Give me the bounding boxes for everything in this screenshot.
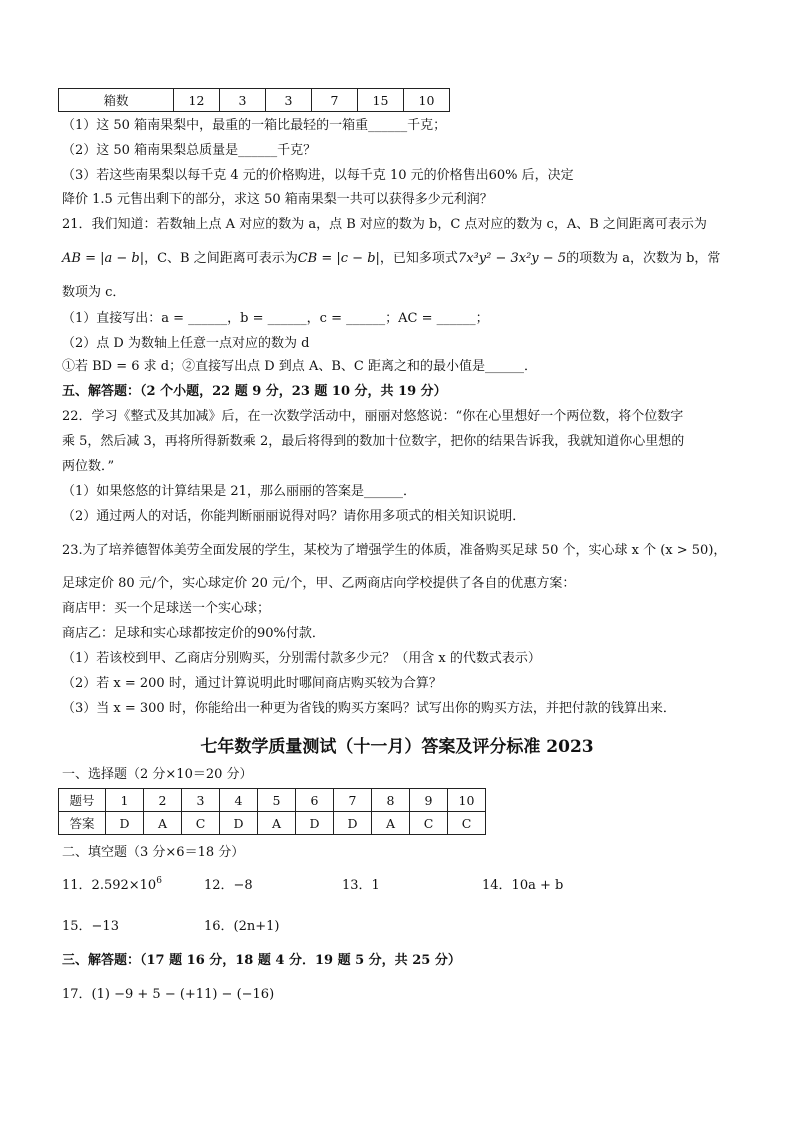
box-count-cell: 7 <box>312 89 358 112</box>
q22-line2: 乘 5，然后减 3，再将所得新数乘 2，最后将得到的数加十位数字，把你的结果告诉我，我就知道你心里想的 <box>62 434 685 449</box>
question-number-cell: 4 <box>220 789 258 812</box>
q21-line3: 数项为 c． <box>62 285 126 300</box>
answer-11-exponent: 6 <box>156 876 162 886</box>
question-number-cell: 2 <box>144 789 182 812</box>
q23-line2: 足球定价 80 元/个，实心球定价 20 元/个，甲、乙两商店向学校提供了各自的优惠方案： <box>62 576 576 591</box>
q20-part3-line1: （3）若这些南果梨以每千克 4 元的价格购进，以每千克 10 元的价格售出60% 后，决定 <box>62 168 574 183</box>
q20-part3-line2: 降价 1.5 元售出剩下的部分，求这 50 箱南果梨一共可以获得多少元利润？ <box>62 192 493 207</box>
q20-part1: （1）这 50 箱南果梨中，最重的一箱比最轻的一箱重______千克； <box>62 118 447 133</box>
q21-part3: ①若 BD = 6 求 d；②直接写出点 D 到点 A、B、C 距离之和的最小值是______． <box>62 359 537 374</box>
answer-16: 16．(2n+1) <box>204 919 280 934</box>
section1-heading: 一、选择题（2 分×10＝20 分） <box>62 767 253 782</box>
answer-cell: D <box>106 812 144 835</box>
q23-store-a: 商店甲：买一个足球送一个实心球； <box>62 601 271 616</box>
polynomial: 7x³y² − 3x²y − 5 <box>457 251 567 266</box>
answer-11-base: 2.592×10 <box>91 878 157 893</box>
question-number-cell: 5 <box>258 789 296 812</box>
question-number-cell: 6 <box>296 789 334 812</box>
q23-store-b: 商店乙：足球和实心球都按定价的90%付款． <box>62 626 325 641</box>
answer-cell: A <box>258 812 296 835</box>
q23-line1: 23.为了培养德智体美劳全面发展的学生，某校为了增强学生的体质，准备购买足球 50 个，实心球 x 个 (x > 50)， <box>62 543 727 558</box>
question-number-cell: 3 <box>182 789 220 812</box>
box-count-header: 箱数 <box>59 89 174 112</box>
ab-distance-formula: AB = |a − b| <box>62 251 145 266</box>
q22-line1: 22．学习《整式及其加减》后，在一次数学活动中，丽丽对悠悠说：“你在心里想好一个两位数，将个位数字 <box>62 409 684 424</box>
q17-expression: 17．(1) −9 + 5 − (+11) − (−16) <box>62 987 275 1002</box>
q21-text: ，已知多项式 <box>379 251 458 266</box>
q21-line1: 21．我们知道：若数轴上点 A 对应的数为 a，点 B 对应的数为 b，C 点对应的数为 c，A、B 之间距离可表示为 <box>62 217 707 232</box>
q22-part1: （1）如果悠悠的计算结果是 21，那么丽丽的答案是______． <box>62 484 416 499</box>
answer-key-title: 七年数学质量测试（十一月）答案及评分标准 2023 <box>200 737 594 757</box>
question-number-cell: 10 <box>448 789 486 812</box>
answer-cell: A <box>144 812 182 835</box>
q23-part2: （2）若 x = 200 时，通过计算说明此时哪间商店购买较为合算？ <box>62 676 442 691</box>
answer-cell: C <box>448 812 486 835</box>
q23-part1: （1）若该校到甲、乙商店分别购买，分别需付款多少元？（用含 x 的代数式表示） <box>62 651 541 666</box>
answer-15: 15．−13 <box>62 919 119 934</box>
answer-cell: D <box>334 812 372 835</box>
box-count-cell: 15 <box>358 89 404 112</box>
answer-11-number: 11． <box>62 878 92 893</box>
q20-part2: （2）这 50 箱南果梨总质量是______千克？ <box>62 143 317 158</box>
answer-11 <box>62 877 162 895</box>
box-count-cell: 3 <box>220 89 266 112</box>
answer-table-row-label: 题号 <box>59 789 106 812</box>
cb-distance-formula: CB = |c − b| <box>297 251 380 266</box>
q23-part3: （3）当 x = 300 时，你能给出一种更为省钱的购买方案吗？试写出你的购买方法，并把付款的钱算出来． <box>62 701 676 716</box>
section5-heading: 五、解答题：（2 个小题，22 题 9 分，23 题 10 分，共 19 分） <box>62 384 447 399</box>
question-number-cell: 1 <box>106 789 144 812</box>
answer-13: 13．1 <box>342 878 380 893</box>
q21-text: 的项数为 a，次数为 b，常 <box>566 251 721 266</box>
answer-14: 14．10a + b <box>482 878 564 893</box>
q21-text: ，C、B 之间距离可表示为 <box>144 251 298 266</box>
answer-cell: A <box>372 812 410 835</box>
section3-heading: 三、解答题：（17 题 16 分，18 题 4 分．19 题 5 分，共 25 分） <box>62 953 461 968</box>
q21-line2 <box>62 250 720 268</box>
q22-part2: （2）通过两人的对话，你能判断丽丽说得对吗？请你用多项式的相关知识说明． <box>62 509 526 524</box>
answer-cell: C <box>182 812 220 835</box>
answer-cell: C <box>410 812 448 835</box>
box-count-cell: 10 <box>404 89 450 112</box>
box-count-cell: 12 <box>174 89 220 112</box>
answer-table <box>58 788 486 835</box>
answer-cell: D <box>296 812 334 835</box>
question-number-cell: 7 <box>334 789 372 812</box>
answer-cell: D <box>220 812 258 835</box>
box-count-cell: 3 <box>266 89 312 112</box>
q21-part2: （2）点 D 为数轴上任意一点对应的数为 d <box>62 336 310 351</box>
answer-12: 12．−8 <box>204 878 253 893</box>
q22-line3: 两位数．” <box>62 459 115 474</box>
q21-part1: （1）直接写出：a = ______，b = ______，c = ______；AC = ______； <box>62 311 489 326</box>
answer-table-row-label: 答案 <box>59 812 106 835</box>
box-count-table <box>58 88 450 112</box>
question-number-cell: 8 <box>372 789 410 812</box>
question-number-cell: 9 <box>410 789 448 812</box>
section2-heading: 二、填空题（3 分×6＝18 分） <box>62 845 245 860</box>
